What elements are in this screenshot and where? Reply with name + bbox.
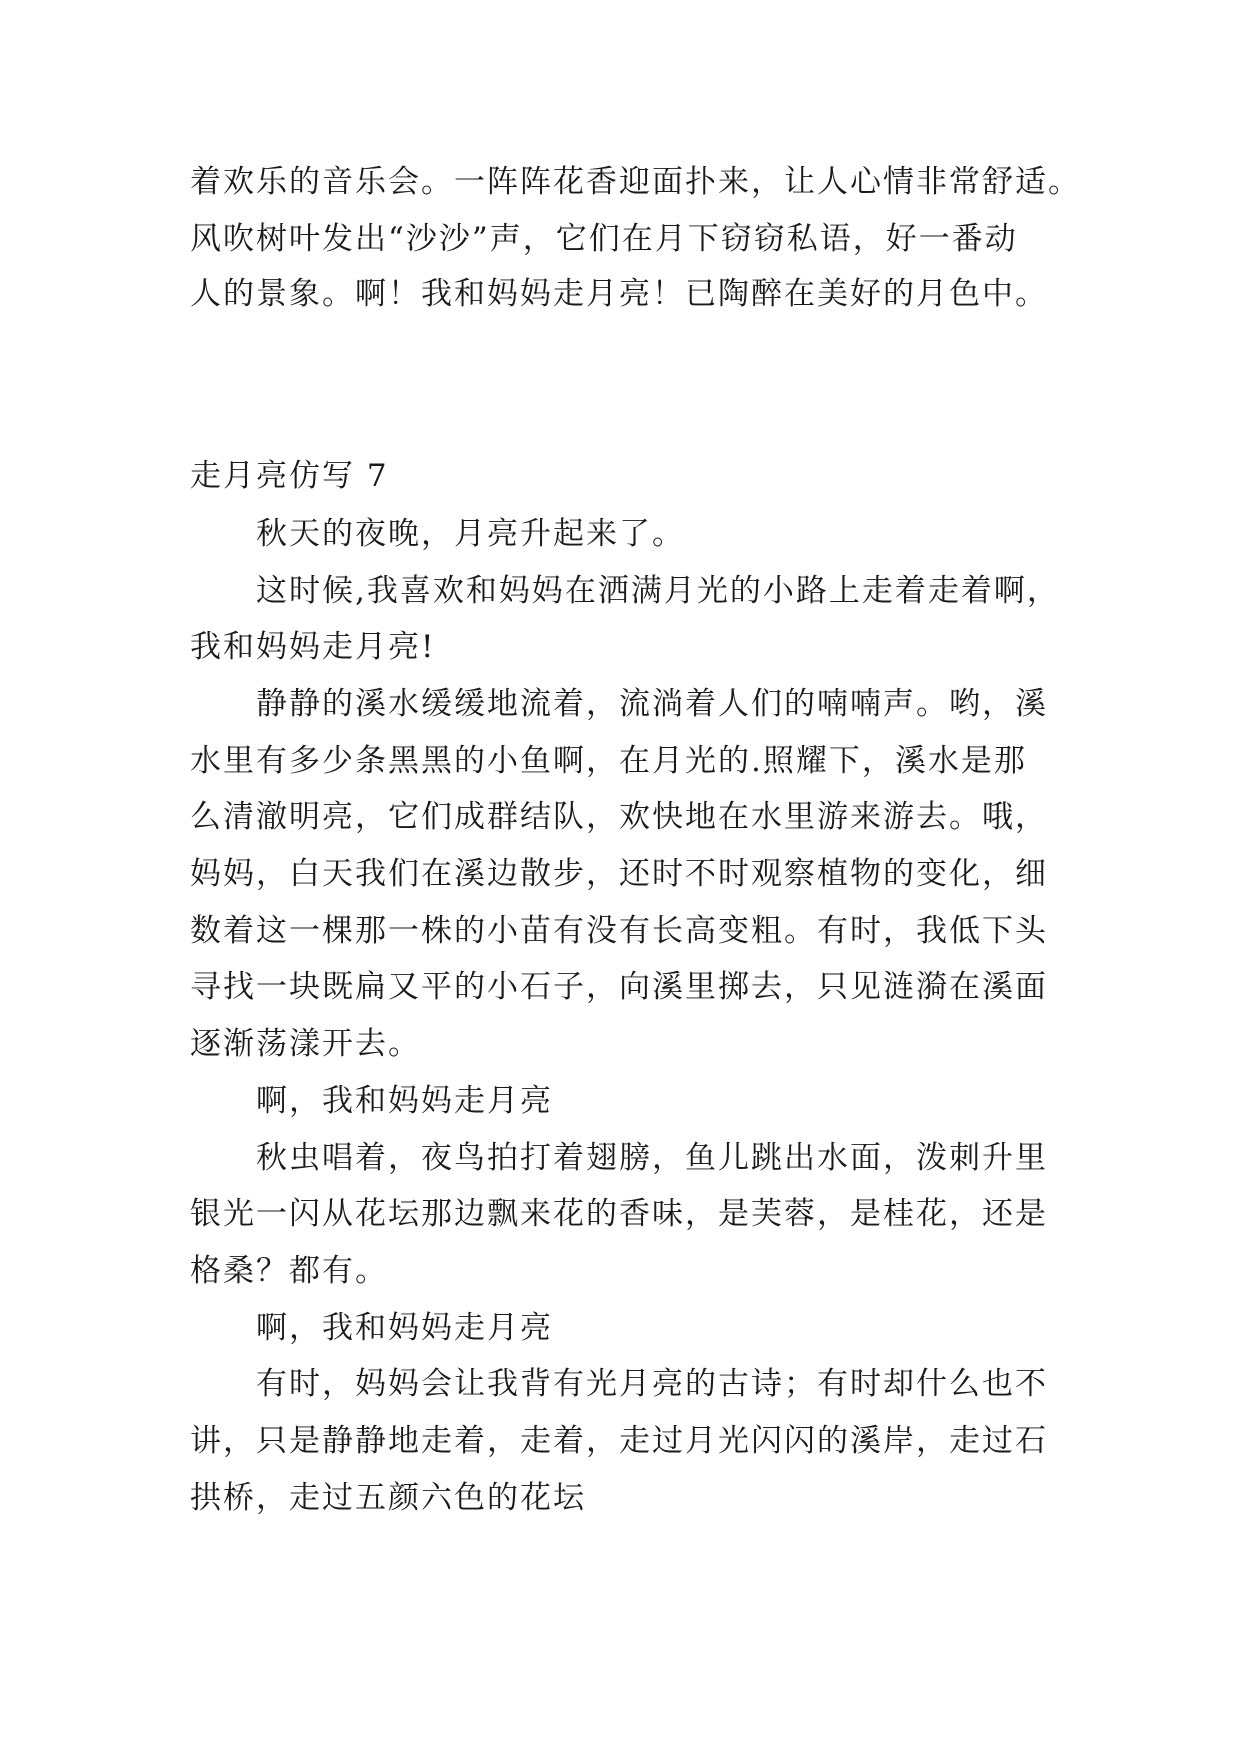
paragraph-5-line-2: 银光一闪从花坛那边飘来花的香味，是芙蓉，是桂花，还是 <box>190 1196 1048 1232</box>
prev-text-line-1: 着欢乐的音乐会。一阵阵花香迎面扑来，让人心情非常舒适。 <box>190 164 1081 200</box>
paragraph-5-line-3: 格桑？都有。 <box>190 1253 388 1289</box>
paragraph-7-line-1: 有时，妈妈会让我背有光月亮的古诗；有时却什么也不 <box>256 1366 1048 1402</box>
paragraph-3-line-6: 寻找一块既扁又平的小石子，向溪里掷去，只见涟漪在溪面 <box>190 969 1048 1005</box>
paragraph-3-line-4: 妈妈，白天我们在溪边散步，还时不时观察植物的变化，细 <box>190 856 1048 892</box>
paragraph-6-line-1: 啊，我和妈妈走月亮 <box>256 1310 553 1346</box>
paragraph-7-line-2: 讲，只是静静地走着，走着，走过月光闪闪的溪岸，走过石 <box>190 1423 1048 1459</box>
prev-text-line-2: 风吹树叶发出“沙沙”声，它们在月下窃窃私语，好一番动 <box>190 221 1018 257</box>
paragraph-3-line-2: 水里有多少条黑黑的小鱼啊，在月光的.照耀下，溪水是那 <box>190 743 1027 779</box>
paragraph-1-line-1: 秋天的夜晚，月亮升起来了。 <box>256 516 685 552</box>
paragraph-3-line-5: 数着这一棵那一株的小苗有没有长高变粗。有时，我低下头 <box>190 913 1048 949</box>
paragraph-3-line-1: 静静的溪水缓缓地流着，流淌着人们的喃喃声。哟，溪 <box>256 686 1048 722</box>
paragraph-2-line-1: 这时候,我喜欢和妈妈在洒满月光的小路上走着走着啊， <box>256 573 1060 609</box>
paragraph-7-line-3: 拱桥，走过五颜六色的花坛 <box>190 1480 586 1516</box>
paragraph-2-line-2: 我和妈妈走月亮! <box>190 629 436 665</box>
paragraph-5-line-1: 秋虫唱着，夜鸟拍打着翅膀，鱼儿跳出水面，泼刺升里 <box>256 1140 1048 1176</box>
paragraph-3-line-7: 逐渐荡漾开去。 <box>190 1026 421 1062</box>
prev-text-line-3: 人的景象。啊！我和妈妈走月亮！已陶醉在美好的月色中。 <box>190 276 1048 312</box>
paragraph-4-line-1: 啊，我和妈妈走月亮 <box>256 1083 553 1119</box>
section-title: 走月亮仿写 7 <box>190 458 389 494</box>
paragraph-3-line-3: 么清澈明亮，它们成群结队，欢快地在水里游来游去。哦， <box>190 799 1048 835</box>
